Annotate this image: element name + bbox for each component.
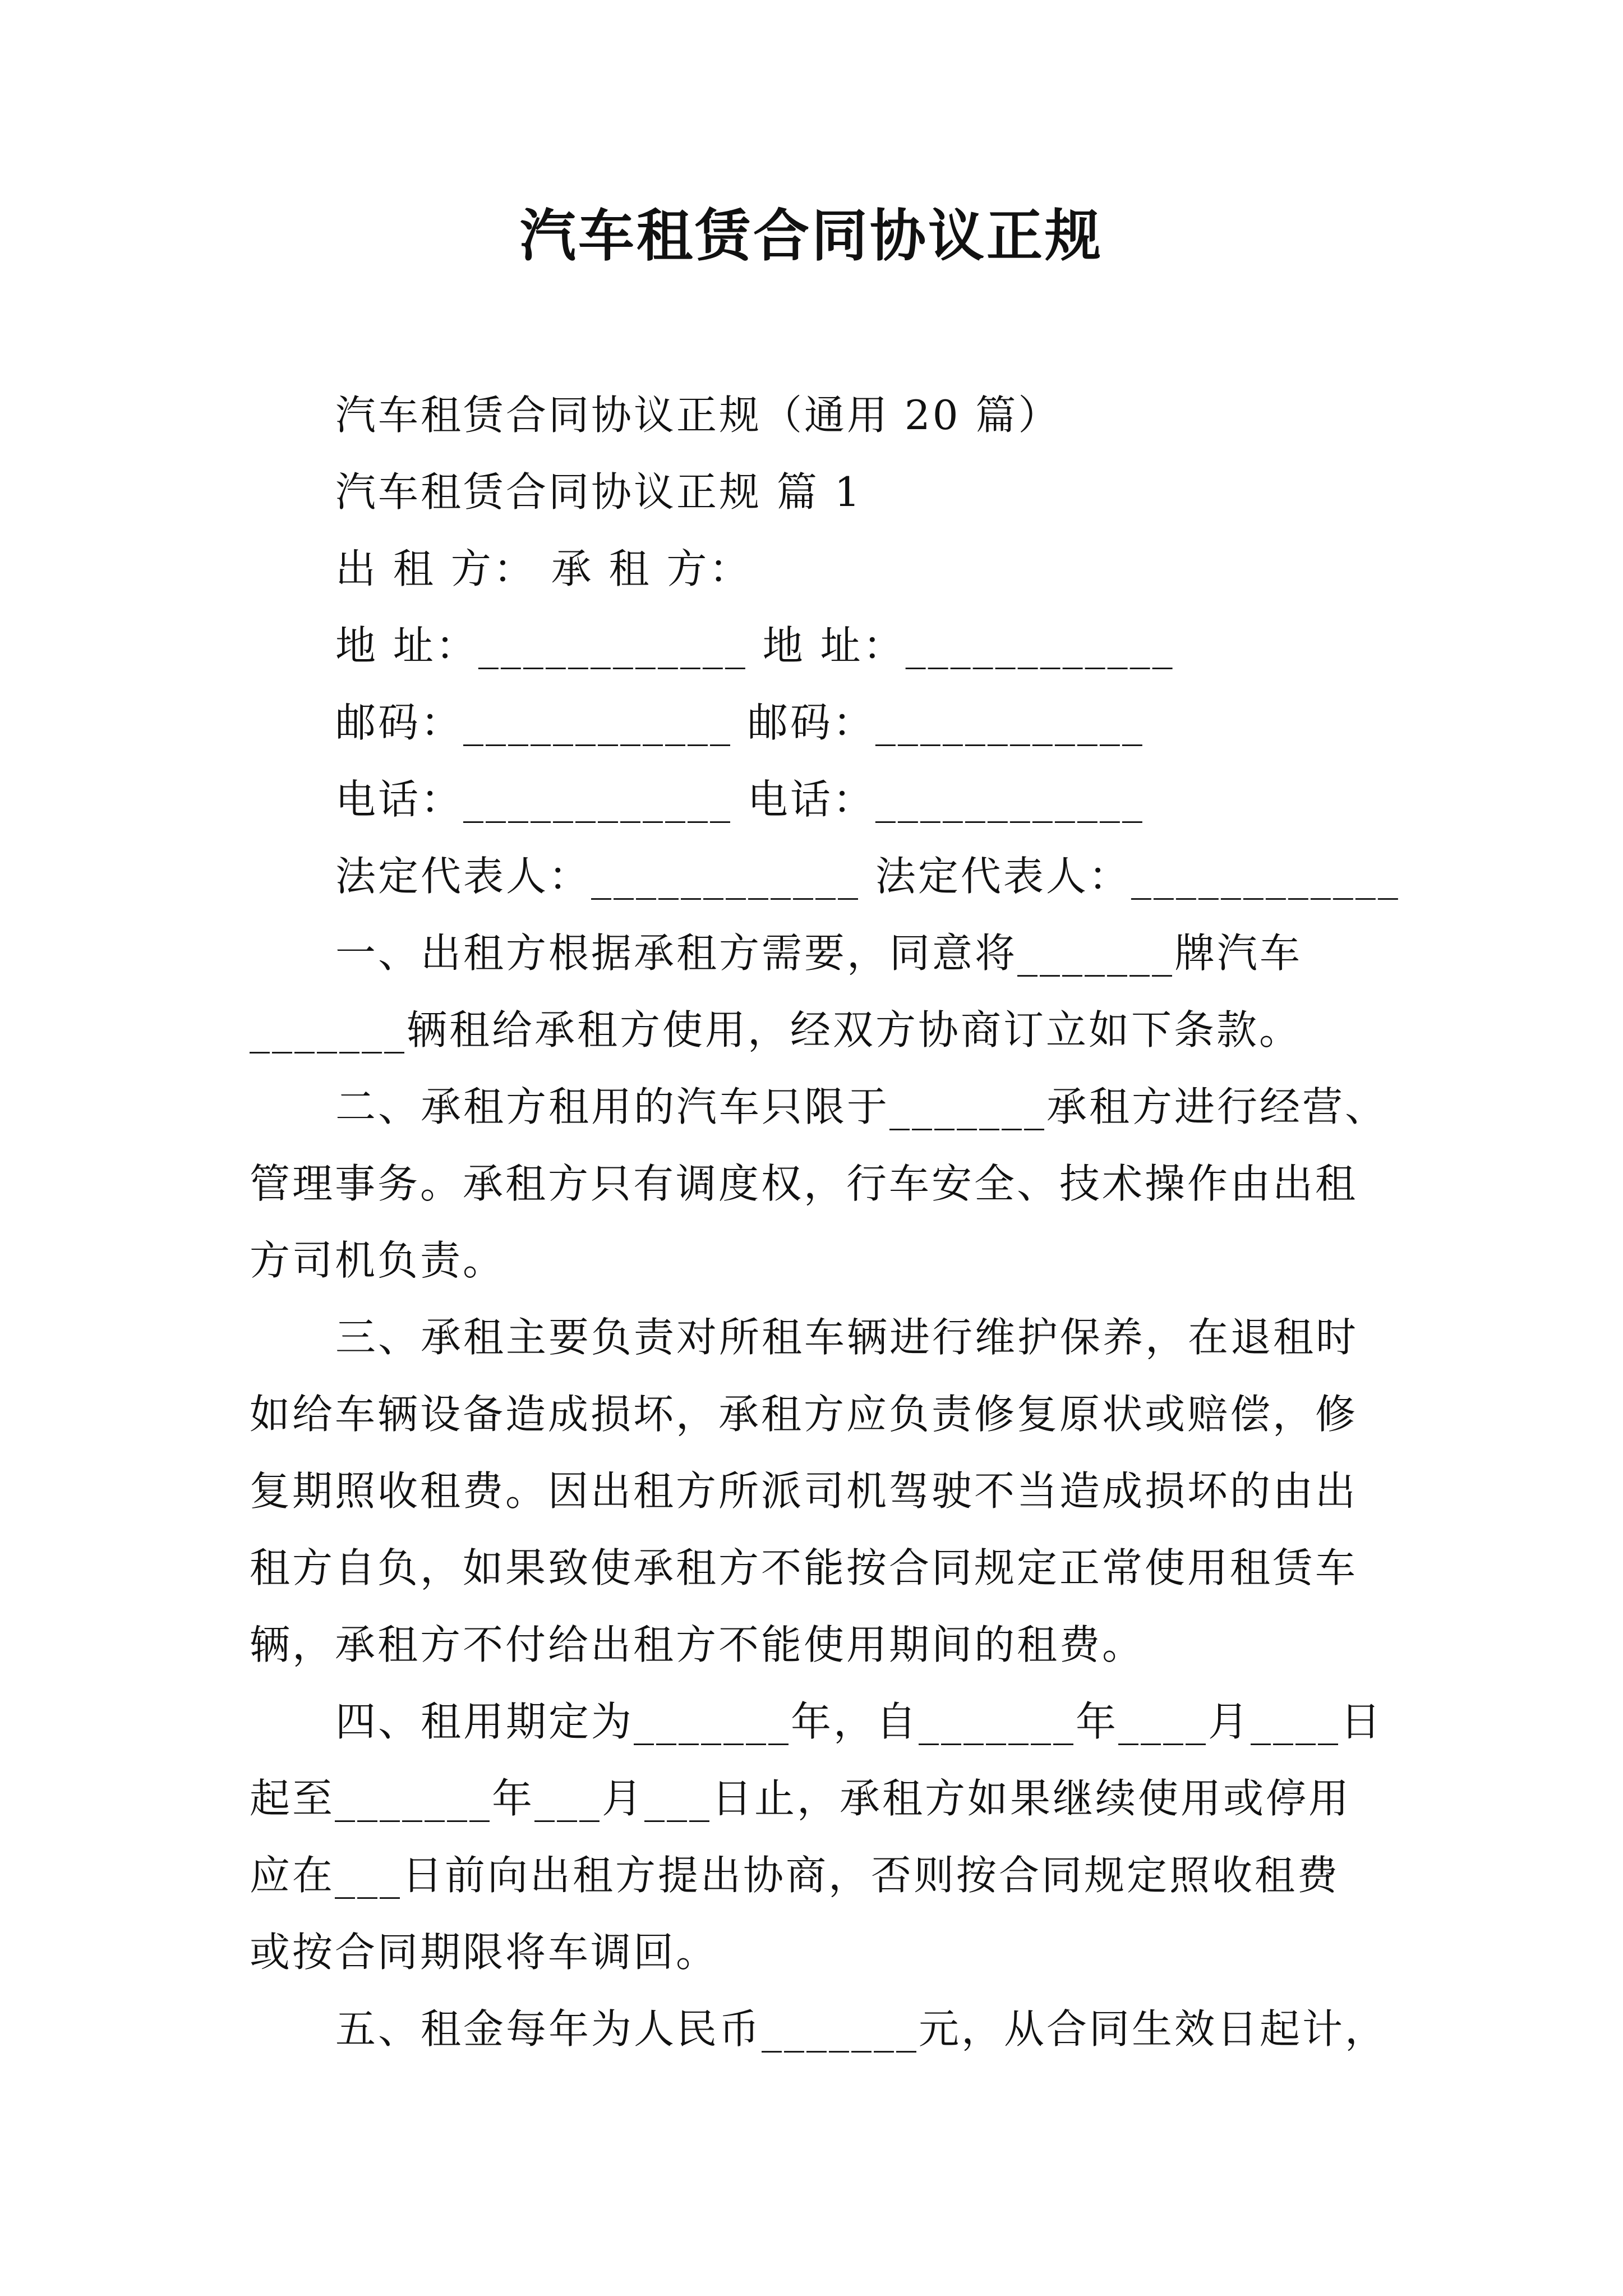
document-title: 汽车租赁合同协议正规 — [520, 203, 1103, 269]
postcode-line: 邮码：____________ 邮码：____________ — [335, 699, 1145, 746]
clause-2-line-3: 方司机负责。 — [250, 1237, 506, 1284]
clause-1-line-2: _______辆租给承租方使用，经双方协商订立如下条款。 — [250, 1006, 1302, 1053]
phone-line: 电话：____________ 电话：____________ — [335, 776, 1145, 823]
clause-4-line-1: 四、租用期定为_______年，自_______年____月____日 — [335, 1698, 1384, 1745]
clause-2-line-1: 二、承租方租用的汽车只限于_______承租方进行经营、 — [335, 1083, 1388, 1130]
parties-line: 出 租 方： 承 租 方： — [335, 545, 752, 592]
clause-4-line-3: 应在___日前向出租方提出协商，否则按合同规定照收租费 — [250, 1852, 1340, 1899]
clause-2-line-2: 管理事务。承租方只有调度权，行车安全、技术操作由出租 — [250, 1160, 1358, 1207]
clause-3-line-4: 租方自负，如果致使承租方不能按合同规定正常使用租赁车 — [250, 1544, 1358, 1591]
legal-rep-line: 法定代表人：____________ 法定代表人：____________ — [335, 853, 1400, 900]
clause-3-line-2: 如给车辆设备造成损坏，承租方应负责修复原状或赔偿，修 — [250, 1391, 1358, 1438]
document-subtitle: 汽车租赁合同协议正规（通用 20 篇） — [335, 392, 1061, 439]
clause-5-line-1: 五、租金每年为人民币_______元，从合同生效日起计， — [335, 2005, 1388, 2053]
clause-3-line-5: 辆，承租方不付给出租方不能使用期间的租费。 — [250, 1621, 1145, 1668]
clause-3-line-1: 三、承租主要负责对所租车辆进行维护保养，在退租时 — [335, 1314, 1359, 1361]
clause-1-line-1: 一、出租方根据承租方需要，同意将_______牌汽车 — [335, 930, 1303, 977]
clause-4-line-2: 起至_______年___月___日止，承租方如果继续使用或停用 — [250, 1775, 1352, 1822]
clause-4-line-4: 或按合同期限将车调回。 — [250, 1929, 719, 1976]
part-heading: 汽车租赁合同协议正规 篇 1 — [335, 468, 863, 516]
clause-3-line-3: 复期照收租费。因出租方所派司机驾驶不当造成损坏的由出 — [250, 1467, 1358, 1515]
address-line: 地 址：____________ 地 址：____________ — [335, 622, 1175, 669]
